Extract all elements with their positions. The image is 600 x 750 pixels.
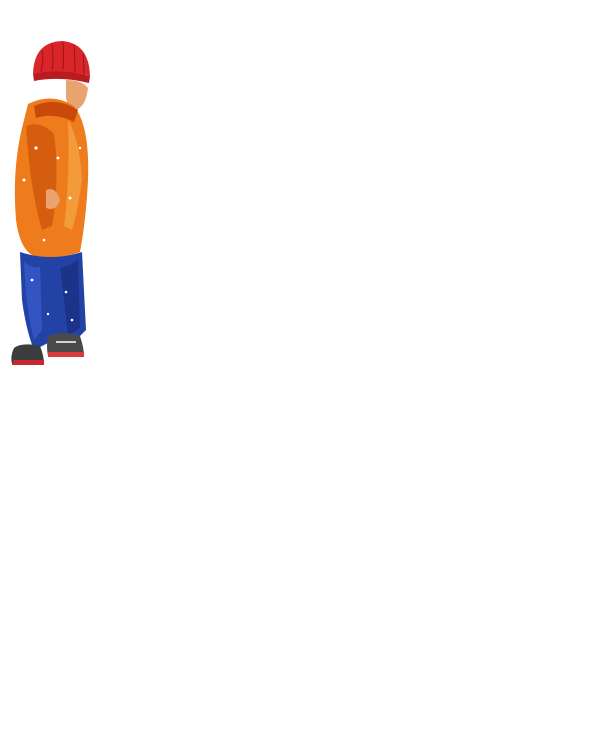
- boy-illustration: [0, 30, 110, 370]
